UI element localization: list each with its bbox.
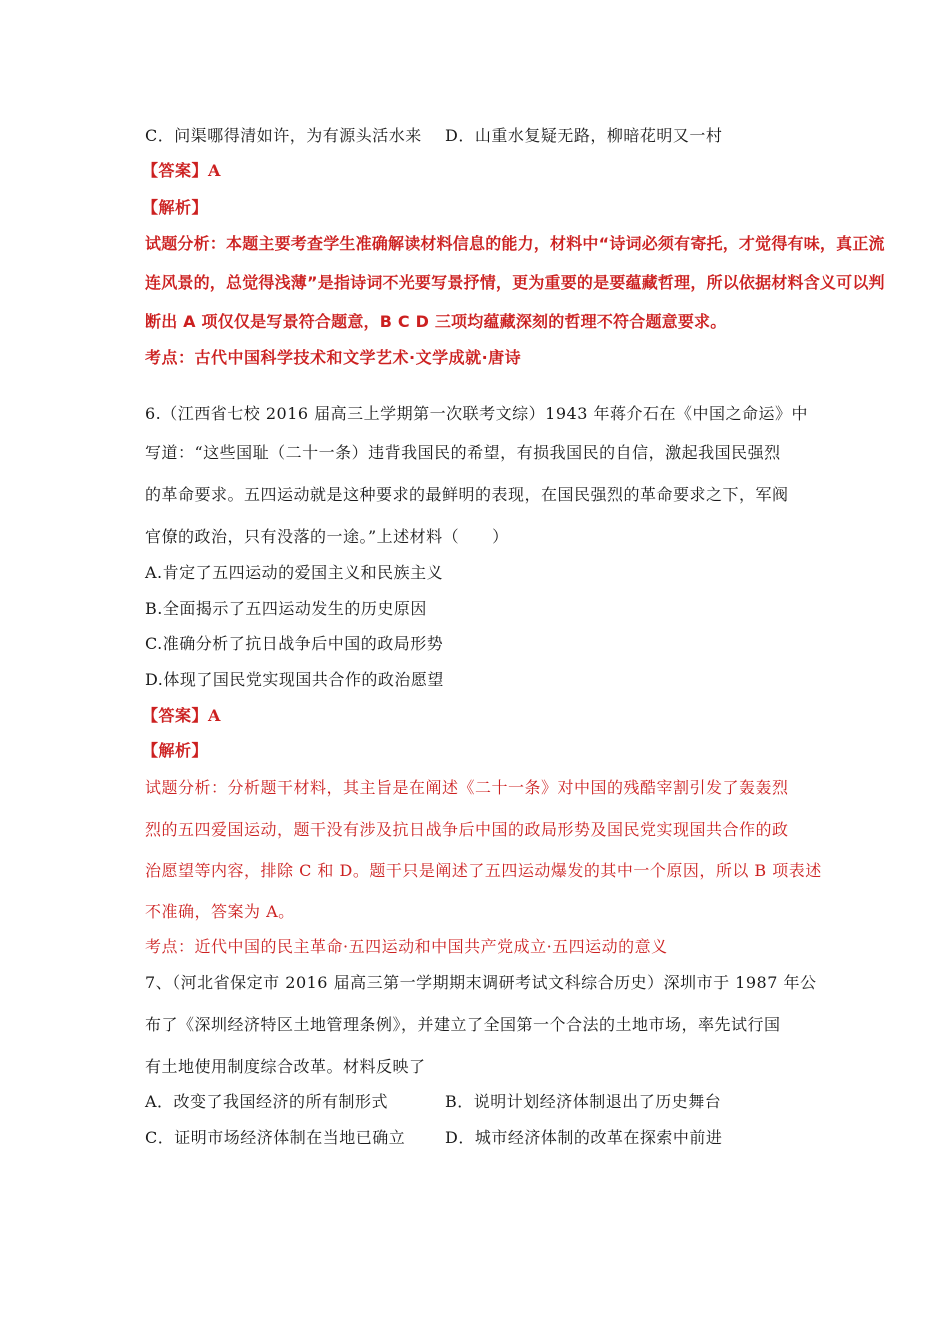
q5-analysis-label: 【解析】 (142, 198, 209, 217)
q6-answer: 【答案】A (142, 706, 221, 725)
q7-option-a: A．改变了我国经济的所有制形式 (145, 1092, 389, 1111)
q5-kaodian: 考点：古代中国科学技术和文学艺术·文学成就·唐诗 (145, 348, 522, 367)
q6-stem-line: 的革命要求。五四运动就是这种要求的最鲜明的表现，在国民强烈的革命要求之下，军阀 (145, 485, 789, 504)
q5-option-c: C．问渠哪得清如许，为有源头活水来 (145, 126, 422, 145)
q7-options-row-2 (145, 1127, 805, 1149)
q5-analysis-line: 断出 A 项仅仅是写景符合题意，B C D 三项均蕴藏深刻的哲理不符合题意要求。 (145, 312, 727, 331)
q7-option-d: D．城市经济体制的改革在探索中前进 (445, 1128, 723, 1147)
q6-analysis-label: 【解析】 (142, 741, 209, 760)
q7-option-b: B．说明计划经济体制退出了历史舞台 (445, 1092, 722, 1111)
q6-analysis-line: 不准确，答案为 A。 (145, 902, 295, 921)
q7-options-row-1 (145, 1091, 805, 1113)
q6-stem-line: 官僚的政治，只有没落的一途。”上述材料（ ） (145, 527, 509, 546)
q6-analysis-line: 试题分析：分析题干材料，其主旨是在阐述《二十一条》对中国的残酷宰割引发了轰轰烈 (145, 778, 789, 797)
q7-stem-line: 布了《深圳经济特区土地管理条例》，并建立了全国第一个合法的土地市场，率先试行国 (145, 1015, 781, 1034)
q7-option-c: C．证明市场经济体制在当地已确立 (145, 1128, 406, 1147)
q6-kaodian: 考点：近代中国的民主革命·五四运动和中国共产党成立·五四运动的意义 (145, 937, 668, 956)
q6-option-c: C.准确分析了抗日战争后中国的政局形势 (145, 634, 444, 653)
q6-analysis-line: 烈的五四爱国运动，题干没有涉及抗日战争后中国的政局形势及国民党实现国共合作的政 (145, 820, 789, 839)
q5-options-row (145, 125, 723, 147)
q6-option-d: D.体现了国民党实现国共合作的政治愿望 (145, 670, 444, 689)
q5-answer: 【答案】A (142, 161, 221, 180)
q6-stem-line: 写道：“这些国耻（二十一条）违背我国民的希望，有损我国民的自信，激起我国民强烈 (145, 443, 781, 462)
q5-analysis-line: 连风景的，总觉得浅薄”是指诗词不光要写景抒情，更为重要的是要蕴藏哲理，所以依据材料含义可以判 (145, 273, 885, 292)
q6-option-a: A.肯定了五四运动的爱国主义和民族主义 (145, 563, 444, 582)
q6-analysis-line: 治愿望等内容，排除 C 和 D。题干只是阐述了五四运动爆发的其中一个原因，所以 B 项表述 (145, 861, 822, 880)
q5-analysis-line: 试题分析：本题主要考查学生准确解读材料信息的能力，材料中“诗词必须有寄托，才觉得有味，真正流 (145, 234, 885, 253)
q7-stem-line: 7、（河北省保定市 2016 届高三第一学期期末调研考试文科综合历史）深圳市于 1987 年公 (145, 973, 817, 992)
q7-stem-line: 有土地使用制度综合改革。材料反映了 (145, 1057, 426, 1076)
q5-option-d: D．山重水复疑无路，柳暗花明又一村 (445, 126, 723, 145)
q6-stem-line: 6.（江西省七校 2016 届高三上学期第一次联考文综）1943 年蒋介石在《中国之命运》中 (145, 404, 808, 423)
q6-option-b: B.全面揭示了五四运动发生的历史原因 (145, 599, 427, 618)
